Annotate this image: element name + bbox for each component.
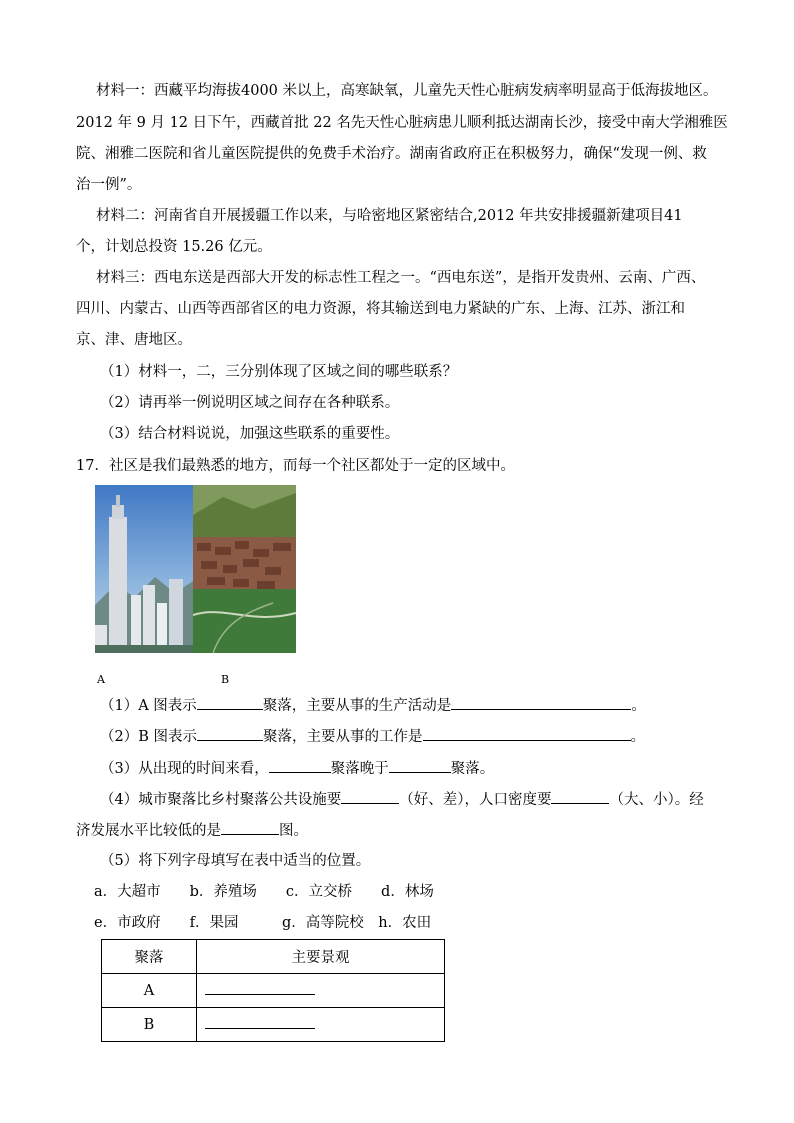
answer-blank-4b[interactable] [551, 789, 609, 804]
answer-blank-1a[interactable] [197, 695, 263, 710]
q17-stem: 17．社区是我们最熟悉的地方，而每一个社区都处于一定的区域中。 [76, 458, 515, 474]
header-settlement: 聚落 [102, 940, 197, 974]
table-row [102, 1008, 445, 1042]
q17-sub3 [100, 758, 494, 779]
material3-line2: 四川、内蒙古、山西等西部省区的电力资源，将其输送到电力紧缺的广东、上海、江苏、浙江和 [76, 301, 685, 317]
q17-sub4-text-c: （大、小）。经 [609, 792, 704, 808]
answer-blank-3b[interactable] [389, 758, 451, 773]
material2-line2: 个，计划总投资 15.26 亿元。 [76, 239, 272, 255]
village-photo-b [193, 485, 296, 653]
q17-sub2-text-a: （2）B 图表示 [100, 729, 197, 745]
q17-sub4-text-e: 图。 [279, 823, 308, 839]
q17-sub1-text-a: （1）A 图表示 [100, 698, 197, 714]
q17-sub5: （5）将下列字母填写在表中适当的位置。 [100, 853, 371, 869]
q17-sub4-line2 [76, 820, 308, 841]
material3-line3: 京、津、唐地区。 [76, 332, 192, 348]
answer-blank-4c[interactable] [221, 820, 279, 835]
q17-sub4-text-a: （4）城市聚落比乡村聚落公共设施要 [100, 792, 342, 808]
header-landscape: 主要景观 [197, 940, 445, 974]
q17-options-line1: a．大超市 b．养殖场 c．立交桥 d．林场 [94, 884, 434, 900]
material1-line1: 材料一：西藏平均海拔4000 米以上，高寒缺氧，儿童先天性心脏病发病率明显高于低海拔地区。 [96, 83, 718, 99]
q17-options-line2: e．市政府 f．果园 g．高等院校 h．农田 [94, 915, 432, 931]
row-a-answer-cell[interactable] [197, 974, 445, 1008]
q17-sub1-text-c: 。 [631, 698, 646, 714]
material1-line3: 院、湘雅二医院和省儿童医院提供的免费手术治疗。湖南省政府正在积极努力，确保“发现一例、救 [76, 146, 707, 162]
q17-sub2-text-b: 聚落，主要从事的工作是 [263, 729, 423, 745]
material2-line1: 材料二：河南省自开展援疆工作以来，与哈密地区紧密结合,2012 年共安排援疆新建项目41 [96, 208, 683, 224]
q16-sub3: （3）结合材料说说，加强这些联系的重要性。 [100, 426, 400, 442]
q17-sub3-text-b: 聚落晚于 [330, 761, 389, 777]
q17-sub3-text-c: 聚落。 [450, 761, 495, 777]
answer-blank-2a[interactable] [197, 726, 263, 741]
q16-sub1: （1）材料一，二，三分别体现了区域之间的哪些联系？ [100, 364, 458, 380]
q17-sub4-text-b: （好、差），人口密度要 [399, 792, 552, 808]
material3-line1: 材料三：西电东送是西部大开发的标志性工程之一。“西电东送”，是指开发贵州、云南、广西、 [96, 270, 706, 286]
answer-blank-4a[interactable] [341, 789, 399, 804]
q17-sub3-text-a: （3）从出现的时间来看， [100, 761, 269, 777]
q17-sub1-text-b: 聚落，主要从事的生产活动是 [262, 698, 452, 714]
material1-line2: 2012 年 9 月 12 日下午，西藏首批 22 名先天性心脏病患儿顺利抵达湖南长沙，接受中南大学湘雅医 [76, 115, 728, 131]
q16-sub2: （2）请再举一例说明区域之间存在各种联系。 [100, 395, 400, 411]
q17-sub1 [100, 695, 646, 716]
answer-blank-row-a[interactable] [205, 982, 315, 995]
table-header-row [102, 940, 445, 974]
photo-label-b: B [221, 673, 230, 686]
row-label-b: B [102, 1008, 197, 1042]
row-b-answer-cell[interactable] [197, 1008, 445, 1042]
q17-sub4-line1 [100, 789, 704, 810]
settlement-table [101, 939, 445, 1042]
photo-label-a: A [97, 673, 105, 686]
table-row [102, 974, 445, 1008]
answer-blank-2b[interactable] [423, 726, 631, 741]
answer-blank-3a[interactable] [269, 758, 331, 773]
answer-blank-1b[interactable] [451, 695, 631, 710]
row-label-a: A [102, 974, 197, 1008]
city-photo-a [95, 485, 193, 653]
q17-sub2-text-c: 。 [630, 729, 645, 745]
answer-blank-row-b[interactable] [205, 1016, 315, 1029]
material1-line4: 治一例”。 [76, 177, 142, 193]
q17-sub4-text-d: 济发展水平比较低的是 [76, 823, 221, 839]
q17-sub2 [100, 726, 645, 747]
